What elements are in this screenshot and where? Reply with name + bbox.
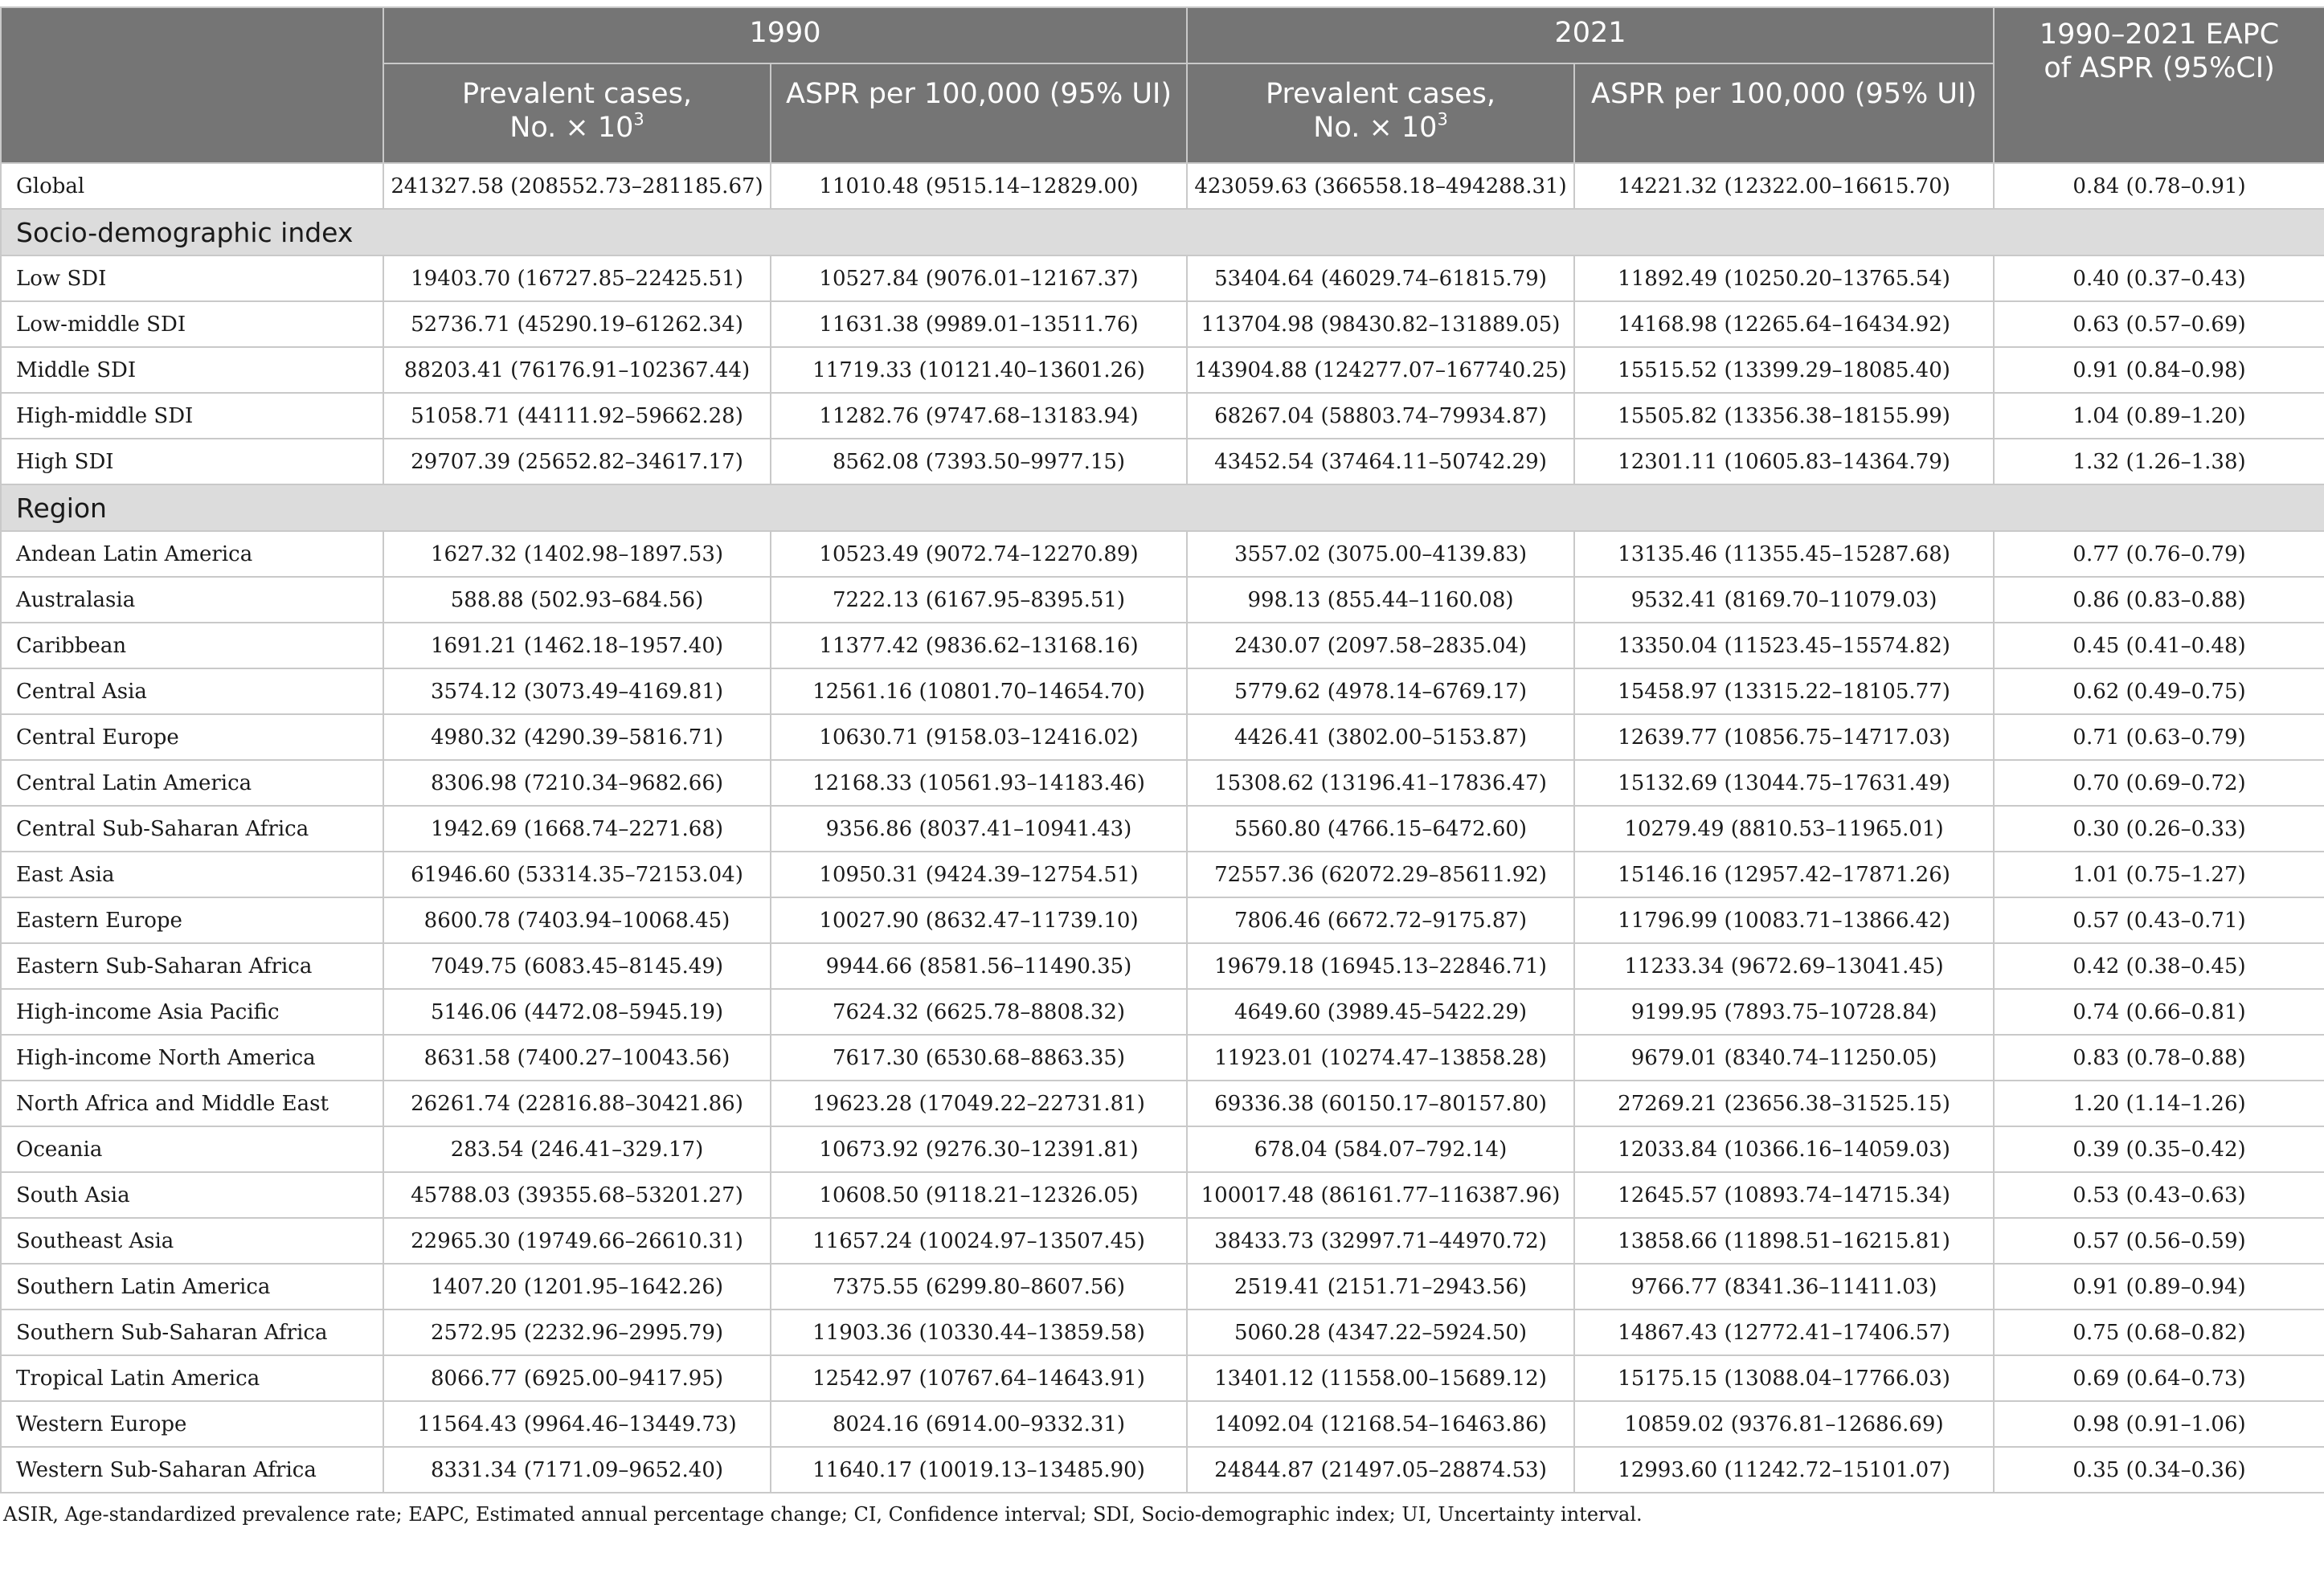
table-cell: 12993.60 (11242.72–15101.07) [1574,1447,1994,1493]
table-cell: 0.71 (0.63–0.79) [1994,714,2324,760]
table-cell: 51058.71 (44111.92–59662.28) [383,393,771,439]
table-cell: 27269.21 (23656.38–31525.15) [1574,1081,1994,1126]
table-row [1,1264,2324,1310]
header-prevalent-cases-2021: Prevalent cases, No. × $10^3$ [1187,63,1574,163]
row-label: Oceania [1,1126,383,1172]
table-cell: 5779.62 (4978.14–6769.17) [1187,668,1574,714]
table-cell: 0.70 (0.69–0.72) [1994,760,2324,806]
table-cell: 0.86 (0.83–0.88) [1994,577,2324,623]
table-cell: 11233.34 (9672.69–13041.45) [1574,943,1994,989]
table-cell: 1942.69 (1668.74–2271.68) [383,806,771,852]
section-header-sdi-title: Socio-demographic index [1,209,2324,255]
table-cell: 15505.82 (13356.38–18155.99) [1574,393,1994,439]
table-row [1,1035,2324,1081]
table-row [1,255,2324,301]
table-cell: 283.54 (246.41–329.17) [383,1126,771,1172]
table-cell: 68267.04 (58803.74–79934.87) [1187,393,1574,439]
table-row [1,668,2324,714]
table-cell: 43452.54 (37464.11–50742.29) [1187,439,1574,484]
table-cell: 38433.73 (32997.71–44970.72) [1187,1218,1574,1264]
table-cell: 9532.41 (8169.70–11079.03) [1574,577,1994,623]
table-cell: 0.39 (0.35–0.42) [1994,1126,2324,1172]
header-year-2021: 2021 [1187,7,1994,63]
table-cell: 0.53 (0.43–0.63) [1994,1172,2324,1218]
table-cell: 9679.01 (8340.74–11250.05) [1574,1035,1994,1081]
table-cell: 11377.42 (9836.62–13168.16) [771,623,1187,668]
table-cell: 8562.08 (7393.50–9977.15) [771,439,1187,484]
table-cell: 7222.13 (6167.95–8395.51) [771,577,1187,623]
row-label: Southeast Asia [1,1218,383,1264]
table-cell: 0.30 (0.26–0.33) [1994,806,2324,852]
row-label: High-middle SDI [1,393,383,439]
table-cell: 14092.04 (12168.54–16463.86) [1187,1401,1574,1447]
table-cell: 1627.32 (1402.98–1897.53) [383,531,771,577]
row-label: Central Sub-Saharan Africa [1,806,383,852]
table-cell: 100017.48 (86161.77–116387.96) [1187,1172,1574,1218]
row-label: Eastern Europe [1,897,383,943]
table-cell: 0.91 (0.89–0.94) [1994,1264,2324,1310]
table-cell: 29707.39 (25652.82–34617.17) [383,439,771,484]
table-row [1,852,2324,897]
table-cell: 0.45 (0.41–0.48) [1994,623,2324,668]
table-cell: 12168.33 (10561.93–14183.46) [771,760,1187,806]
table-cell: 10027.90 (8632.47–11739.10) [771,897,1187,943]
table-cell: 5060.28 (4347.22–5924.50) [1187,1310,1574,1355]
table-row [1,943,2324,989]
row-label: Tropical Latin America [1,1355,383,1401]
table-cell: 13401.12 (11558.00–15689.12) [1187,1355,1574,1401]
table-cell: 0.91 (0.84–0.98) [1994,347,2324,393]
table-cell: 1.01 (0.75–1.27) [1994,852,2324,897]
table-cell: 8066.77 (6925.00–9417.95) [383,1355,771,1401]
table-row [1,1447,2324,1493]
table-cell: 9766.77 (8341.36–11411.03) [1574,1264,1994,1310]
table-row [1,1218,2324,1264]
header-aspr-1990: ASPR per 100,000 (95% UI) [771,63,1187,163]
row-label: Low SDI [1,255,383,301]
table-row [1,1401,2324,1447]
table-cell: 15308.62 (13196.41–17836.47) [1187,760,1574,806]
table-cell: 7375.55 (6299.80–8607.56) [771,1264,1187,1310]
table-cell: 5146.06 (4472.08–5945.19) [383,989,771,1035]
table-cell: 12542.97 (10767.64–14643.91) [771,1355,1187,1401]
table-cell: 9199.95 (7893.75–10728.84) [1574,989,1994,1035]
table-cell: 12645.57 (10893.74–14715.34) [1574,1172,1994,1218]
table-body [1,163,2324,1493]
table-row [1,760,2324,806]
table-cell: 69336.38 (60150.17–80157.80) [1187,1081,1574,1126]
table-cell: 15175.15 (13088.04–17766.03) [1574,1355,1994,1401]
table-cell: 45788.03 (39355.68–53201.27) [383,1172,771,1218]
table-cell: 2430.07 (2097.58–2835.04) [1187,623,1574,668]
row-label: Western Europe [1,1401,383,1447]
row-label: High-income North America [1,1035,383,1081]
section-header-region-title: Region [1,484,2324,531]
table-cell: 11796.99 (10083.71–13866.42) [1574,897,1994,943]
table-cell: 15132.69 (13044.75–17631.49) [1574,760,1994,806]
row-label: Low-middle SDI [1,301,383,347]
table-cell: 12639.77 (10856.75–14717.03) [1574,714,1994,760]
table-cell: 10527.84 (9076.01–12167.37) [771,255,1187,301]
table-row [1,531,2324,577]
row-label: Global [1,163,383,209]
table-row [1,163,2324,209]
table-row [1,714,2324,760]
table-cell: 11282.76 (9747.68–13183.94) [771,393,1187,439]
row-label: Central Latin America [1,760,383,806]
row-label: Central Asia [1,668,383,714]
row-label: Caribbean [1,623,383,668]
table-cell: 19679.18 (16945.13–22846.71) [1187,943,1574,989]
table-cell: 0.74 (0.66–0.81) [1994,989,2324,1035]
table-cell: 0.57 (0.56–0.59) [1994,1218,2324,1264]
table-cell: 14221.32 (12322.00–16615.70) [1574,163,1994,209]
table-row [1,989,2324,1035]
table-cell: 12561.16 (10801.70–14654.70) [771,668,1187,714]
table-cell: 12301.11 (10605.83–14364.79) [1574,439,1994,484]
table-cell: 3574.12 (3073.49–4169.81) [383,668,771,714]
table-row [1,806,2324,852]
table-cell: 7806.46 (6672.72–9175.87) [1187,897,1574,943]
table-cell: 0.98 (0.91–1.06) [1994,1401,2324,1447]
table-cell: 0.83 (0.78–0.88) [1994,1035,2324,1081]
table-cell: 14867.43 (12772.41–17406.57) [1574,1310,1994,1355]
table-header [1,7,2324,163]
table-cell: 0.84 (0.78–0.91) [1994,163,2324,209]
header-eapc-line1: 1990–2021 EAPC [2039,18,2280,51]
table-cell: 0.35 (0.34–0.36) [1994,1447,2324,1493]
table-cell: 8024.16 (6914.00–9332.31) [771,1401,1187,1447]
row-label: Central Europe [1,714,383,760]
row-label: High-income Asia Pacific [1,989,383,1035]
table-cell: 1.20 (1.14–1.26) [1994,1081,2324,1126]
table-cell: 11564.43 (9964.46–13449.73) [383,1401,771,1447]
table-cell: 22965.30 (19749.66–26610.31) [383,1218,771,1264]
table-cell: 11892.49 (10250.20–13765.54) [1574,255,1994,301]
table-cell: 15458.97 (13315.22–18105.77) [1574,668,1994,714]
table-cell: 7624.32 (6625.78–8808.32) [771,989,1187,1035]
table-cell: 5560.80 (4766.15–6472.60) [1187,806,1574,852]
table-cell: 0.63 (0.57–0.69) [1994,301,2324,347]
row-label: Eastern Sub-Saharan Africa [1,943,383,989]
table-cell: 1.04 (0.89–1.20) [1994,393,2324,439]
table-cell: 0.75 (0.68–0.82) [1994,1310,2324,1355]
table-cell: 53404.64 (46029.74–61815.79) [1187,255,1574,301]
table-cell: 26261.74 (22816.88–30421.86) [383,1081,771,1126]
table-cell: 13350.04 (11523.45–15574.82) [1574,623,1994,668]
section-header-sdi [1,209,2324,255]
table-cell: 9356.86 (8037.41–10941.43) [771,806,1187,852]
table-cell: 8600.78 (7403.94–10068.45) [383,897,771,943]
row-label: Middle SDI [1,347,383,393]
row-label: Western Sub-Saharan Africa [1,1447,383,1493]
table-cell: 3557.02 (3075.00–4139.83) [1187,531,1574,577]
table-cell: 11923.01 (10274.47–13858.28) [1187,1035,1574,1081]
table-cell: 10523.49 (9072.74–12270.89) [771,531,1187,577]
header-eapc [1994,7,2324,163]
table-cell: 7617.30 (6530.68–8863.35) [771,1035,1187,1081]
header-prevalent-cases-1990: Prevalent cases, No. × $10^3$ [383,63,771,163]
table-cell: 4649.60 (3989.45–5422.29) [1187,989,1574,1035]
table-cell: 0.77 (0.76–0.79) [1994,531,2324,577]
row-label: South Asia [1,1172,383,1218]
table-cell: 4980.32 (4290.39–5816.71) [383,714,771,760]
table-cell: 241327.58 (208552.73–281185.67) [383,163,771,209]
prevalence-table [0,6,2324,1493]
row-label: Australasia [1,577,383,623]
table-row [1,439,2324,484]
table-cell: 15146.16 (12957.42–17871.26) [1574,852,1994,897]
section-header-region [1,484,2324,531]
table-row [1,1172,2324,1218]
table-row [1,623,2324,668]
table-cell: 678.04 (584.07–792.14) [1187,1126,1574,1172]
table-cell: 11903.36 (10330.44–13859.58) [771,1310,1187,1355]
table-cell: 4426.41 (3802.00–5153.87) [1187,714,1574,760]
table-cell: 423059.63 (366558.18–494288.31) [1187,163,1574,209]
table-page [0,6,2324,1526]
row-label: Andean Latin America [1,531,383,577]
table-row [1,897,2324,943]
table-row [1,577,2324,623]
table-cell: 1691.21 (1462.18–1957.40) [383,623,771,668]
table-cell: 10608.50 (9118.21–12326.05) [771,1172,1187,1218]
row-label: Southern Sub-Saharan Africa [1,1310,383,1355]
table-cell: 998.13 (855.44–1160.08) [1187,577,1574,623]
table-row [1,393,2324,439]
table-cell: 1407.20 (1201.95–1642.26) [383,1264,771,1310]
table-cell: 0.42 (0.38–0.45) [1994,943,2324,989]
table-cell: 2519.41 (2151.71–2943.56) [1187,1264,1574,1310]
row-label: Southern Latin America [1,1264,383,1310]
table-cell: 88203.41 (76176.91–102367.44) [383,347,771,393]
table-cell: 15515.52 (13399.29–18085.40) [1574,347,1994,393]
table-cell: 9944.66 (8581.56–11490.35) [771,943,1187,989]
table-cell: 13135.46 (11355.45–15287.68) [1574,531,1994,577]
table-cell: 24844.87 (21497.05–28874.53) [1187,1447,1574,1493]
table-cell: 0.62 (0.49–0.75) [1994,668,2324,714]
table-cell: 19403.70 (16727.85–22425.51) [383,255,771,301]
table-cell: 52736.71 (45290.19–61262.34) [383,301,771,347]
table-row [1,1126,2324,1172]
header-aspr-2021: ASPR per 100,000 (95% UI) [1574,63,1994,163]
header-eapc-line2: of ASPR (95%CI) [2044,52,2275,84]
table-cell: 11640.17 (10019.13–13485.90) [771,1447,1187,1493]
table-cell: 11631.38 (9989.01–13511.76) [771,301,1187,347]
table-cell: 10950.31 (9424.39–12754.51) [771,852,1187,897]
table-footnote: ASIR, Age-standardized prevalence rate; EAPC, Estimated annual percentage change; CI, Confidence interval; SDI, Socio-demographic index; UI, Uncertainty interval. [3,1503,1643,1526]
table-row [1,1310,2324,1355]
table-cell: 0.69 (0.64–0.73) [1994,1355,2324,1401]
table-row [1,347,2324,393]
table-cell: 8306.98 (7210.34–9682.66) [383,760,771,806]
table-cell: 10859.02 (9376.81–12686.69) [1574,1401,1994,1447]
table-cell: 72557.36 (62072.29–85611.92) [1187,852,1574,897]
header-blank-cell [1,7,383,163]
table-cell: 11010.48 (9515.14–12829.00) [771,163,1187,209]
table-cell: 61946.60 (53314.35–72153.04) [383,852,771,897]
table-cell: 0.40 (0.37–0.43) [1994,255,2324,301]
table-row [1,1081,2324,1126]
table-cell: 14168.98 (12265.64–16434.92) [1574,301,1994,347]
table-cell: 8631.58 (7400.27–10043.56) [383,1035,771,1081]
table-cell: 113704.98 (98430.82–131889.05) [1187,301,1574,347]
table-cell: 19623.28 (17049.22–22731.81) [771,1081,1187,1126]
row-label: High SDI [1,439,383,484]
table-row [1,1355,2324,1401]
table-cell: 10630.71 (9158.03–12416.02) [771,714,1187,760]
table-cell: 0.57 (0.43–0.71) [1994,897,2324,943]
table-cell: 12033.84 (10366.16–14059.03) [1574,1126,1994,1172]
row-label: East Asia [1,852,383,897]
table-cell: 13858.66 (11898.51–16215.81) [1574,1218,1994,1264]
table-cell: 11657.24 (10024.97–13507.45) [771,1218,1187,1264]
table-cell: 11719.33 (10121.40–13601.26) [771,347,1187,393]
table-row [1,301,2324,347]
table-cell: 1.32 (1.26–1.38) [1994,439,2324,484]
table-cell: 7049.75 (6083.45–8145.49) [383,943,771,989]
table-cell: 2572.95 (2232.96–2995.79) [383,1310,771,1355]
table-cell: 10673.92 (9276.30–12391.81) [771,1126,1187,1172]
header-year-1990: 1990 [383,7,1187,63]
row-label: North Africa and Middle East [1,1081,383,1126]
table-cell: 10279.49 (8810.53–11965.01) [1574,806,1994,852]
table-cell: 143904.88 (124277.07–167740.25) [1187,347,1574,393]
table-cell: 8331.34 (7171.09–9652.40) [383,1447,771,1493]
table-cell: 588.88 (502.93–684.56) [383,577,771,623]
